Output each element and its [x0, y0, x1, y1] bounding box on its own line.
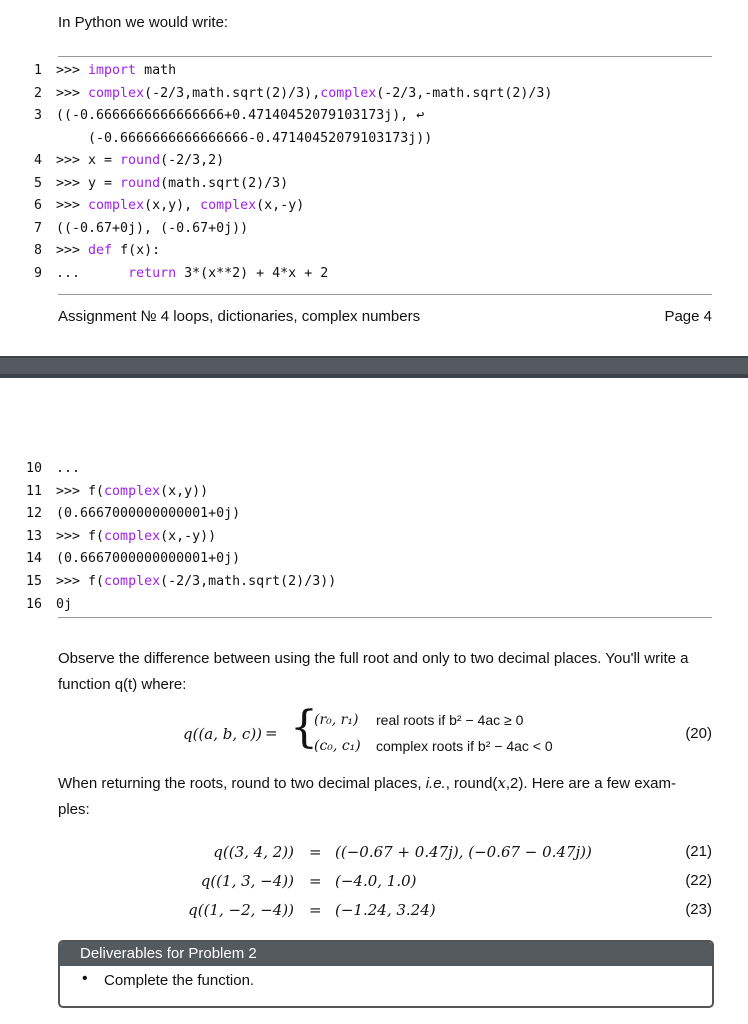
code-text: (-0.6666666666666666-0.47140452079103173j)) [56, 130, 433, 146]
page-break-separator [0, 356, 748, 378]
bullet-icon: • [82, 970, 88, 987]
code-line [56, 63, 176, 78]
deliverables-list [60, 966, 712, 989]
example-lhs: q((1, 3, −4)) [200, 872, 294, 890]
code-line [56, 461, 80, 476]
code-text: (x,y), [144, 198, 201, 213]
code-text: (-2/3,2) [160, 153, 225, 168]
example-rhs: (−4.0, 1.0) [335, 872, 417, 890]
line-number: 6 [33, 198, 42, 213]
code-line [56, 597, 72, 612]
deliverables-box [58, 940, 714, 1008]
code-keyword: complex [104, 574, 161, 589]
code-text: ... [56, 461, 81, 476]
code-keyword: complex [104, 528, 161, 544]
code-keyword: complex [320, 85, 377, 101]
eq20-equals: = [265, 724, 278, 742]
example-eq-number: (23) [685, 901, 712, 918]
line-number: 3 [33, 108, 42, 123]
code-text: (-2/3,-math.sqrt(2)/3) [376, 85, 553, 101]
code-line [56, 529, 216, 544]
code-keyword: complex [104, 483, 161, 499]
code-text: >>> [56, 198, 89, 213]
line-number: 1 [33, 63, 42, 78]
example-rhs: ((−0.67 + 0.47j), (−0.67 − 0.47j)) [335, 843, 592, 861]
code-keyword: def [88, 243, 113, 258]
code-text: (-2/3,math.sqrt(2)/3), [144, 85, 321, 101]
eq20-case2-condition: complex roots if b² − 4ac < 0 [376, 738, 553, 754]
code-text: ... [56, 265, 129, 281]
code-text: >>> [56, 243, 89, 258]
code-line [56, 266, 328, 281]
intro-text: In Python we would write: [58, 14, 229, 31]
code-text: >>> [56, 63, 89, 78]
eq20-case1-condition: real roots if b² − 4ac ≥ 0 [376, 712, 524, 728]
code-text: >>> x = [56, 153, 121, 168]
code-text: (-2/3,math.sqrt(2)/3)) [160, 574, 337, 589]
code-text: (x,-y)) [160, 528, 217, 544]
code-text: f(x): [112, 243, 161, 258]
example-equals: = [309, 872, 322, 890]
code-keyword: round [120, 153, 161, 168]
eq20-case2-value: (c₀, c₁) [314, 738, 361, 754]
code-text: >>> f( [56, 483, 105, 499]
eq20-lhs: q((a, b, c)) [183, 725, 263, 743]
code-text: math [136, 63, 177, 78]
code-text: >>> y = [56, 175, 121, 191]
code-text: 0j [56, 596, 73, 612]
code-text: >>> f( [56, 528, 105, 544]
code-line [56, 176, 288, 191]
code-text: >>> f( [56, 574, 105, 589]
code-keyword: complex [88, 198, 145, 213]
code-text: >>> [56, 85, 89, 101]
line-number: 7 [33, 220, 42, 236]
code-line [56, 198, 304, 213]
code-line [56, 131, 432, 146]
code-text: (0.6667000000000001+0j) [56, 506, 241, 522]
code-line [56, 506, 240, 521]
code-line [56, 484, 208, 499]
code-line [56, 86, 552, 101]
example-lhs: q((1, −2, −4)) [188, 901, 294, 919]
line-number: 9 [33, 265, 42, 281]
deliverables-title: Deliverables for Problem 2 [60, 942, 712, 966]
line-number: 4 [33, 153, 42, 168]
example-eq-number: (22) [685, 872, 712, 889]
line-number: 12 [25, 506, 42, 522]
footer-page-number: Page 4 [664, 308, 712, 325]
code-bottom-rule [58, 294, 712, 295]
line-number: 16 [25, 596, 42, 612]
code-top-rule [58, 56, 712, 57]
code-text: (x,-y) [256, 198, 305, 213]
code-text: 3*(x**2) + 4*x + 2 [176, 265, 329, 281]
eq20-case1-value: (r₀, r₁) [314, 712, 359, 728]
code-text: ((-0.67+0j), (-0.67+0j)) [56, 220, 249, 236]
footer-assignment-title: Assignment № 4 loops, dictionaries, complex numbers [58, 308, 421, 325]
code2-bottom-rule [58, 617, 712, 618]
code-text: (0.6667000000000001+0j) [56, 551, 241, 567]
code-keyword: complex [88, 85, 145, 101]
code-keyword: return [128, 265, 177, 281]
example-equals: = [309, 901, 322, 919]
code-keyword: complex [200, 198, 257, 213]
code-line [56, 108, 424, 123]
deliverables-item: Complete the function. [104, 972, 255, 989]
example-eq-number: (21) [685, 843, 712, 860]
para2-x: x [497, 774, 506, 792]
para2-text-b: , round( [445, 775, 498, 792]
code-line [56, 243, 160, 258]
code-text: (x,y)) [160, 483, 209, 499]
paragraph-observe: Observe the difference between using the full root and only to two decimal places. You'll write a function q(t) where: [58, 650, 689, 693]
paragraph-returning [58, 770, 718, 823]
code-line [56, 574, 336, 589]
para2-ie: i.e. [425, 775, 446, 792]
eq20-brace: { [290, 702, 318, 753]
code-line [56, 221, 248, 236]
line-number: 14 [25, 551, 42, 567]
line-number: 10 [25, 461, 42, 476]
line-number: 8 [33, 243, 42, 258]
code-line [56, 551, 240, 566]
para2-text-c: ,2). Here are a few exam- [505, 775, 676, 792]
code-line [56, 153, 224, 168]
line-number: 5 [33, 175, 42, 191]
code-keyword: import [88, 63, 137, 78]
code-text: ((-0.6666666666666666+0.47140452079103173j), ↩ [56, 108, 425, 123]
line-number: 15 [25, 574, 42, 589]
example-lhs: q((3, 4, 2)) [213, 843, 294, 861]
code-keyword: round [120, 175, 161, 191]
example-rhs: (−1.24, 3.24) [335, 901, 436, 919]
example-equals: = [309, 843, 322, 861]
para2-text-d: ples: [58, 801, 90, 818]
eq20-number: (20) [685, 725, 712, 742]
para2-text-a: When returning the roots, round to two decimal places, [58, 775, 426, 792]
line-number: 11 [25, 483, 42, 499]
line-number: 2 [33, 85, 42, 101]
line-number: 13 [25, 528, 42, 544]
code-text: (math.sqrt(2)/3) [160, 175, 289, 191]
